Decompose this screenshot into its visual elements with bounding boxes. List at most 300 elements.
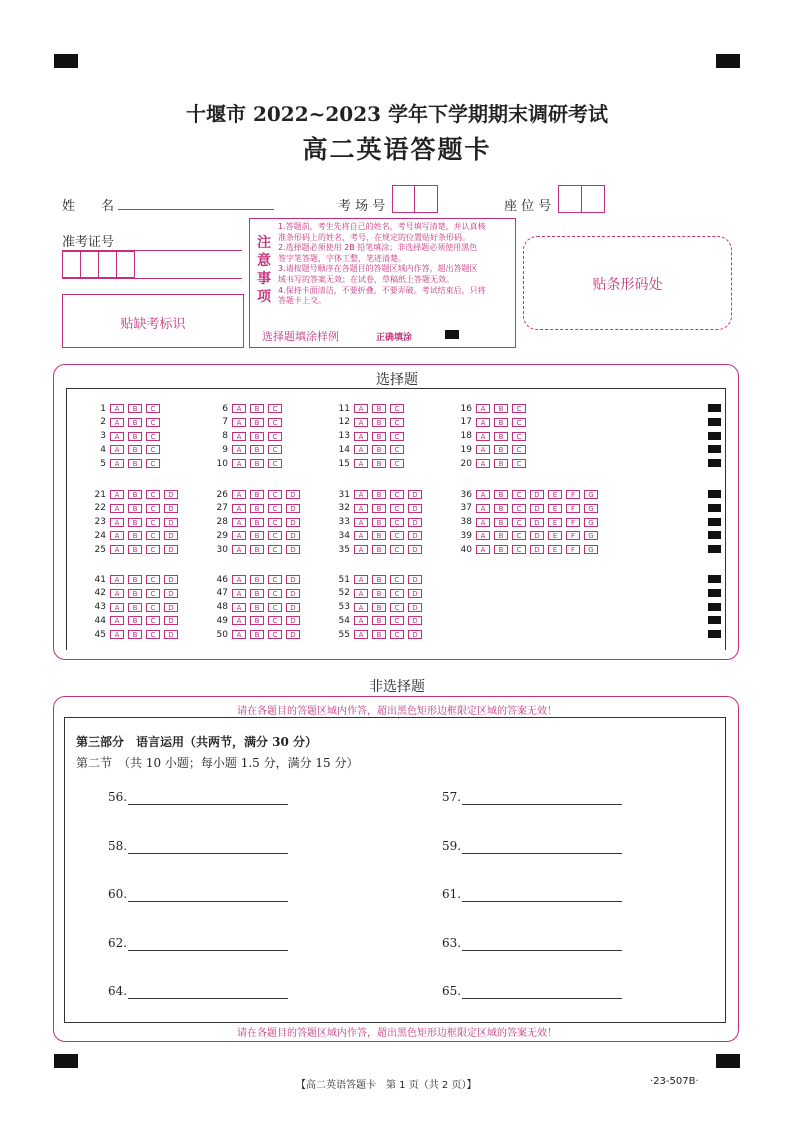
answer-bubble[interactable]: B xyxy=(128,630,142,639)
answer-bubble[interactable]: A xyxy=(476,459,490,468)
seat-cell[interactable] xyxy=(558,185,582,213)
answer-bubble[interactable]: B xyxy=(250,445,264,454)
answer-bubble[interactable]: D xyxy=(164,616,178,625)
ticket-cell[interactable] xyxy=(62,251,81,278)
answer-bubble[interactable]: D xyxy=(286,616,300,625)
answer-bubble[interactable]: B xyxy=(250,418,264,427)
answer-bubble[interactable]: B xyxy=(494,459,508,468)
blank-number: 62. xyxy=(108,935,128,950)
answer-bubble[interactable]: B xyxy=(494,432,508,441)
answer-bubble[interactable]: B xyxy=(494,418,508,427)
answer-bubble[interactable]: A xyxy=(354,404,368,413)
answer-bubble[interactable]: A xyxy=(476,404,490,413)
answer-line[interactable] xyxy=(462,950,622,951)
answer-bubble[interactable]: C xyxy=(268,603,282,612)
answer-bubble[interactable]: A xyxy=(354,630,368,639)
answer-bubble[interactable]: C xyxy=(268,589,282,598)
answer-bubble[interactable]: C xyxy=(268,418,282,427)
answer-bubble[interactable]: C xyxy=(390,630,404,639)
question-row xyxy=(452,444,530,455)
answer-bubble[interactable]: A xyxy=(232,418,246,427)
notice-line: 准条形码上的姓名，考号，在规定的位置贴好条形码。 xyxy=(278,232,470,242)
answer-bubble[interactable]: A xyxy=(476,545,490,554)
answer-bubble[interactable]: B xyxy=(128,504,142,513)
answer-bubble[interactable]: G xyxy=(584,531,598,540)
answer-bubble[interactable]: B xyxy=(372,418,386,427)
question-row xyxy=(452,489,602,500)
answer-bubble[interactable]: C xyxy=(390,589,404,598)
corner-mark-top-left xyxy=(54,54,78,68)
answer-bubble[interactable]: B xyxy=(250,504,264,513)
answer-bubble[interactable]: A xyxy=(476,504,490,513)
question-row xyxy=(452,517,602,528)
answer-bubble[interactable]: B xyxy=(128,490,142,499)
timing-mark xyxy=(708,616,721,624)
answer-bubble[interactable]: C xyxy=(512,418,526,427)
answer-bubble[interactable]: D xyxy=(408,518,422,527)
answer-bubble[interactable]: E xyxy=(548,490,562,499)
answer-bubble[interactable]: C xyxy=(146,445,160,454)
answer-bubble[interactable]: D xyxy=(408,603,422,612)
answer-bubble[interactable]: C xyxy=(512,459,526,468)
answer-bubble[interactable]: F xyxy=(566,531,580,540)
answer-bubble[interactable]: A xyxy=(232,504,246,513)
question-number: 17 xyxy=(460,417,472,428)
notice-line: 答题卡上交。 xyxy=(278,296,326,306)
answer-bubble[interactable]: C xyxy=(390,459,404,468)
answer-bubble[interactable]: E xyxy=(548,531,562,540)
ticket-underline xyxy=(62,278,242,279)
answer-bubble[interactable]: C xyxy=(146,459,160,468)
answer-bubble[interactable]: B xyxy=(250,616,264,625)
answer-bubble[interactable]: D xyxy=(164,490,178,499)
answer-bubble[interactable]: A xyxy=(354,432,368,441)
answer-bubble[interactable]: C xyxy=(512,518,526,527)
question-row xyxy=(330,629,426,640)
answer-line[interactable] xyxy=(462,804,622,805)
answer-bubble[interactable]: B xyxy=(494,504,508,513)
name-field[interactable] xyxy=(118,209,274,210)
answer-area-warning-bottom: 请在各题目的答题区域内作答，超出黑色矩形边框限定区域的答案无效！ xyxy=(237,1028,557,1039)
answer-bubble[interactable]: C xyxy=(268,518,282,527)
notice-heading-char: 注 xyxy=(257,235,271,251)
question-row xyxy=(208,517,304,528)
question-number: 41 xyxy=(94,574,106,585)
timing-mark xyxy=(708,630,721,638)
answer-bubble[interactable]: A xyxy=(476,418,490,427)
answer-bubble[interactable]: D xyxy=(408,589,422,598)
answer-bubble[interactable]: A xyxy=(232,603,246,612)
answer-bubble[interactable]: C xyxy=(512,545,526,554)
ticket-cell[interactable] xyxy=(80,251,99,278)
answer-bubble[interactable]: A xyxy=(354,445,368,454)
answer-bubble[interactable]: A xyxy=(232,575,246,584)
notice-line: 域书写的答案无效；在试卷，草稿纸上答题无效。 xyxy=(278,274,454,284)
answer-bubble[interactable]: G xyxy=(584,504,598,513)
answer-bubble[interactable]: D xyxy=(530,490,544,499)
answer-bubble[interactable]: B xyxy=(128,445,142,454)
answer-bubble[interactable]: G xyxy=(584,545,598,554)
answer-bubble[interactable]: C xyxy=(268,504,282,513)
answer-bubble[interactable]: A xyxy=(232,630,246,639)
answer-bubble[interactable]: B xyxy=(372,490,386,499)
answer-bubble[interactable]: C xyxy=(390,545,404,554)
answer-bubble[interactable]: A xyxy=(110,630,124,639)
answer-bubble[interactable]: C xyxy=(146,531,160,540)
answer-bubble[interactable]: C xyxy=(390,603,404,612)
answer-bubble[interactable]: A xyxy=(110,575,124,584)
question-number: 3 xyxy=(100,431,106,442)
question-number: 2 xyxy=(100,417,106,428)
blank-number: 63. xyxy=(442,935,462,950)
answer-bubble[interactable]: D xyxy=(164,504,178,513)
answer-line[interactable] xyxy=(462,901,622,902)
answer-line[interactable] xyxy=(128,901,288,902)
answer-bubble[interactable]: B xyxy=(128,545,142,554)
answer-bubble[interactable]: E xyxy=(548,545,562,554)
answer-bubble[interactable]: A xyxy=(476,432,490,441)
answer-bubble[interactable]: C xyxy=(146,589,160,598)
answer-bubble[interactable]: B xyxy=(494,404,508,413)
blank-number: 56. xyxy=(108,790,128,804)
question-number: 19 xyxy=(460,444,472,455)
answer-bubble[interactable]: B xyxy=(372,504,386,513)
answer-bubble[interactable]: A xyxy=(110,545,124,554)
answer-bubble[interactable]: D xyxy=(164,603,178,612)
answer-bubble[interactable]: A xyxy=(232,445,246,454)
answer-bubble[interactable]: D xyxy=(286,545,300,554)
question-row xyxy=(208,530,304,541)
answer-bubble[interactable]: B xyxy=(128,575,142,584)
answer-line[interactable] xyxy=(128,804,288,805)
answer-bubble[interactable]: C xyxy=(268,545,282,554)
paper-code: ·23-507B· xyxy=(650,1076,699,1087)
answer-bubble[interactable]: B xyxy=(372,531,386,540)
answer-bubble[interactable]: C xyxy=(390,504,404,513)
answer-bubble[interactable]: B xyxy=(128,589,142,598)
answer-bubble[interactable]: A xyxy=(232,616,246,625)
answer-bubble[interactable]: C xyxy=(146,603,160,612)
ticket-cell[interactable] xyxy=(98,251,117,278)
answer-bubble[interactable]: D xyxy=(164,545,178,554)
answer-bubble[interactable]: G xyxy=(584,490,598,499)
notice-heading-char: 事 xyxy=(257,271,271,287)
answer-bubble[interactable]: C xyxy=(268,432,282,441)
notice-heading-char: 意 xyxy=(257,253,271,269)
question-row xyxy=(86,629,182,640)
name-label: 姓 名 xyxy=(62,199,115,214)
answer-bubble[interactable]: C xyxy=(268,490,282,499)
answer-line[interactable] xyxy=(128,998,288,999)
section-title: 第二节 （共 10 小题；每小题 1.5 分，满分 15 分） xyxy=(76,756,359,770)
answer-bubble[interactable]: B xyxy=(128,418,142,427)
answer-bubble[interactable]: B xyxy=(372,603,386,612)
answer-bubble[interactable]: A xyxy=(354,490,368,499)
answer-line[interactable] xyxy=(128,853,288,854)
notice-line: 1.答题前，考生先将自己的姓名，考号填写清楚，并认真核 xyxy=(278,222,486,231)
answer-bubble[interactable]: D xyxy=(286,504,300,513)
answer-bubble[interactable]: A xyxy=(476,518,490,527)
corner-mark-bottom-left xyxy=(54,1054,78,1068)
answer-bubble[interactable]: D xyxy=(286,518,300,527)
answer-bubble[interactable]: D xyxy=(530,504,544,513)
answer-bubble[interactable]: B xyxy=(372,459,386,468)
question-row xyxy=(330,403,408,414)
question-number: 1 xyxy=(100,403,106,414)
question-number: 35 xyxy=(338,544,350,555)
question-number: 4 xyxy=(100,444,106,455)
answer-bubble[interactable]: B xyxy=(372,616,386,625)
answer-bubble[interactable]: A xyxy=(110,432,124,441)
answer-bubble[interactable]: B xyxy=(128,459,142,468)
timing-mark xyxy=(708,490,721,498)
answer-bubble[interactable]: C xyxy=(268,630,282,639)
answer-bubble[interactable]: B xyxy=(372,432,386,441)
exam-room-cell[interactable] xyxy=(414,185,438,213)
answer-bubble[interactable]: F xyxy=(566,490,580,499)
answer-bubble[interactable]: B xyxy=(128,432,142,441)
answer-bubble[interactable]: C xyxy=(512,504,526,513)
answer-bubble[interactable]: A xyxy=(110,404,124,413)
answer-bubble[interactable]: D xyxy=(164,630,178,639)
answer-bubble[interactable]: D xyxy=(408,630,422,639)
question-row xyxy=(330,615,426,626)
answer-bubble[interactable]: A xyxy=(232,432,246,441)
answer-bubble[interactable]: B xyxy=(128,404,142,413)
correct-fill-sample xyxy=(445,330,459,339)
question-number: 32 xyxy=(338,503,350,514)
answer-bubble[interactable]: B xyxy=(250,531,264,540)
answer-bubble[interactable]: B xyxy=(372,575,386,584)
answer-bubble[interactable]: D xyxy=(530,545,544,554)
answer-bubble[interactable]: B xyxy=(250,589,264,598)
answer-bubble[interactable]: F xyxy=(566,504,580,513)
answer-line[interactable] xyxy=(462,998,622,999)
question-row xyxy=(208,444,286,455)
blank-number: 58. xyxy=(108,838,128,853)
answer-bubble[interactable]: C xyxy=(146,418,160,427)
question-number: 13 xyxy=(338,431,350,442)
answer-bubble[interactable]: C xyxy=(512,404,526,413)
answer-bubble[interactable]: A xyxy=(354,575,368,584)
card-title: 高二英语答题卡 xyxy=(302,135,492,164)
answer-bubble[interactable]: D xyxy=(408,504,422,513)
blank-number: 61. xyxy=(442,887,462,901)
answer-bubble[interactable]: C xyxy=(268,531,282,540)
answer-bubble[interactable]: B xyxy=(128,531,142,540)
answer-bubble[interactable]: C xyxy=(390,490,404,499)
answer-bubble[interactable]: A xyxy=(354,459,368,468)
answer-bubble[interactable]: B xyxy=(372,630,386,639)
answer-bubble[interactable]: B xyxy=(372,545,386,554)
answer-bubble[interactable]: A xyxy=(354,603,368,612)
answer-bubble[interactable]: C xyxy=(268,445,282,454)
answer-bubble[interactable]: C xyxy=(390,531,404,540)
question-number: 23 xyxy=(94,517,106,528)
answer-bubble[interactable]: D xyxy=(286,531,300,540)
answer-bubble[interactable]: A xyxy=(110,589,124,598)
answer-bubble[interactable]: C xyxy=(146,630,160,639)
answer-bubble[interactable]: A xyxy=(354,418,368,427)
question-row xyxy=(86,517,182,528)
timing-mark xyxy=(708,531,721,539)
answer-bubble[interactable]: A xyxy=(354,531,368,540)
answer-bubble[interactable]: C xyxy=(390,518,404,527)
question-row xyxy=(330,431,408,442)
answer-bubble[interactable]: A xyxy=(110,504,124,513)
timing-mark xyxy=(708,504,721,512)
answer-line[interactable] xyxy=(128,950,288,951)
answer-bubble[interactable]: B xyxy=(494,490,508,499)
answer-bubble[interactable]: C xyxy=(146,432,160,441)
answer-bubble[interactable]: C xyxy=(512,445,526,454)
answer-bubble[interactable]: A xyxy=(110,603,124,612)
answer-bubble[interactable]: A xyxy=(110,445,124,454)
answer-bubble[interactable]: A xyxy=(354,518,368,527)
answer-bubble[interactable]: A xyxy=(354,589,368,598)
answer-bubble[interactable]: C xyxy=(146,490,160,499)
question-row xyxy=(86,503,182,514)
answer-bubble[interactable]: D xyxy=(408,531,422,540)
answer-bubble[interactable]: D xyxy=(408,545,422,554)
question-row xyxy=(86,530,182,541)
answer-bubble[interactable]: C xyxy=(268,404,282,413)
answer-bubble[interactable]: A xyxy=(232,589,246,598)
answer-bubble[interactable]: B xyxy=(128,616,142,625)
answer-bubble[interactable]: D xyxy=(530,531,544,540)
answer-bubble[interactable]: D xyxy=(286,589,300,598)
exam-room-cell[interactable] xyxy=(392,185,415,213)
answer-bubble[interactable]: A xyxy=(354,504,368,513)
timing-mark xyxy=(708,459,721,467)
question-number: 44 xyxy=(94,615,106,626)
answer-bubble[interactable]: C xyxy=(390,445,404,454)
question-row xyxy=(208,458,286,469)
answer-bubble[interactable]: A xyxy=(232,545,246,554)
answer-bubble[interactable]: C xyxy=(512,490,526,499)
answer-bubble[interactable]: B xyxy=(494,445,508,454)
answer-bubble[interactable]: C xyxy=(390,432,404,441)
question-row xyxy=(86,588,182,599)
answer-bubble[interactable]: D xyxy=(164,589,178,598)
answer-bubble[interactable]: B xyxy=(372,445,386,454)
answer-bubble[interactable]: C xyxy=(146,545,160,554)
answer-bubble[interactable]: A xyxy=(232,459,246,468)
answer-bubble[interactable]: C xyxy=(512,432,526,441)
answer-bubble[interactable]: A xyxy=(354,616,368,625)
answer-bubble[interactable]: D xyxy=(408,490,422,499)
answer-bubble[interactable]: D xyxy=(164,575,178,584)
answer-bubble[interactable]: A xyxy=(110,459,124,468)
answer-bubble[interactable]: F xyxy=(566,545,580,554)
answer-bubble[interactable]: D xyxy=(408,575,422,584)
answer-bubble[interactable]: D xyxy=(286,630,300,639)
answer-bubble[interactable]: B xyxy=(250,630,264,639)
answer-bubble[interactable]: C xyxy=(268,575,282,584)
answer-line[interactable] xyxy=(462,853,622,854)
answer-bubble[interactable]: C xyxy=(390,418,404,427)
answer-bubble[interactable]: A xyxy=(110,531,124,540)
answer-bubble[interactable]: C xyxy=(146,616,160,625)
answer-bubble[interactable]: A xyxy=(232,404,246,413)
answer-bubble[interactable]: B xyxy=(250,432,264,441)
answer-bubble[interactable]: C xyxy=(512,531,526,540)
question-number: 28 xyxy=(216,517,228,528)
answer-bubble[interactable]: D xyxy=(286,603,300,612)
answer-bubble[interactable]: B xyxy=(372,404,386,413)
answer-bubble[interactable]: D xyxy=(286,490,300,499)
answer-bubble[interactable]: D xyxy=(530,518,544,527)
answer-bubble[interactable]: C xyxy=(390,616,404,625)
answer-bubble[interactable]: C xyxy=(390,404,404,413)
question-number: 47 xyxy=(216,588,228,599)
ticket-cell[interactable] xyxy=(116,251,135,278)
answer-bubble[interactable]: A xyxy=(476,445,490,454)
question-number: 30 xyxy=(216,544,228,555)
question-number: 14 xyxy=(338,444,350,455)
answer-bubble[interactable]: A xyxy=(476,490,490,499)
answer-bubble[interactable]: B xyxy=(128,603,142,612)
page-info: 【高二英语答题卡 第 1 页（共 2 页）】 xyxy=(296,1080,477,1091)
answer-bubble[interactable]: B xyxy=(372,518,386,527)
question-row xyxy=(330,544,426,555)
answer-bubble[interactable]: B xyxy=(250,545,264,554)
answer-bubble[interactable]: A xyxy=(110,518,124,527)
answer-bubble[interactable]: E xyxy=(548,504,562,513)
answer-bubble[interactable]: A xyxy=(232,518,246,527)
answer-bubble[interactable]: A xyxy=(232,531,246,540)
answer-bubble[interactable]: A xyxy=(110,418,124,427)
answer-bubble[interactable]: B xyxy=(250,518,264,527)
answer-bubble[interactable]: A xyxy=(232,490,246,499)
answer-bubble[interactable]: B xyxy=(128,518,142,527)
part-title: 第三部分 语言运用（共两节，满分 30 分） xyxy=(76,735,318,749)
question-row xyxy=(86,403,164,414)
answer-bubble[interactable]: A xyxy=(110,490,124,499)
answer-bubble[interactable]: D xyxy=(164,531,178,540)
answer-bubble[interactable]: D xyxy=(164,518,178,527)
answer-bubble[interactable]: D xyxy=(286,575,300,584)
answer-bubble[interactable]: C xyxy=(390,575,404,584)
question-number: 15 xyxy=(338,458,350,469)
answer-bubble[interactable]: A xyxy=(476,531,490,540)
answer-bubble[interactable]: B xyxy=(494,545,508,554)
question-number: 34 xyxy=(338,530,350,541)
answer-bubble[interactable]: E xyxy=(548,518,562,527)
answer-bubble[interactable]: B xyxy=(250,490,264,499)
answer-bubble[interactable]: B xyxy=(250,575,264,584)
answer-bubble[interactable]: G xyxy=(584,518,598,527)
answer-bubble[interactable]: A xyxy=(110,616,124,625)
answer-bubble[interactable]: C xyxy=(268,459,282,468)
answer-bubble[interactable]: A xyxy=(354,545,368,554)
answer-bubble[interactable]: B xyxy=(250,603,264,612)
answer-bubble[interactable]: B xyxy=(372,589,386,598)
answer-area-warning-top: 请在各题目的答题区域内作答，超出黑色矩形边框限定区域的答案无效！ xyxy=(237,706,557,717)
answer-bubble[interactable]: C xyxy=(268,616,282,625)
answer-bubble[interactable]: C xyxy=(146,404,160,413)
seat-cell[interactable] xyxy=(581,185,605,213)
answer-bubble[interactable]: D xyxy=(408,616,422,625)
answer-bubble[interactable]: B xyxy=(494,518,508,527)
answer-bubble[interactable]: B xyxy=(250,459,264,468)
answer-bubble[interactable]: B xyxy=(494,531,508,540)
answer-bubble[interactable]: B xyxy=(250,404,264,413)
answer-bubble[interactable]: C xyxy=(146,575,160,584)
answer-bubble[interactable]: C xyxy=(146,518,160,527)
answer-bubble[interactable]: F xyxy=(566,518,580,527)
answer-bubble[interactable]: C xyxy=(146,504,160,513)
